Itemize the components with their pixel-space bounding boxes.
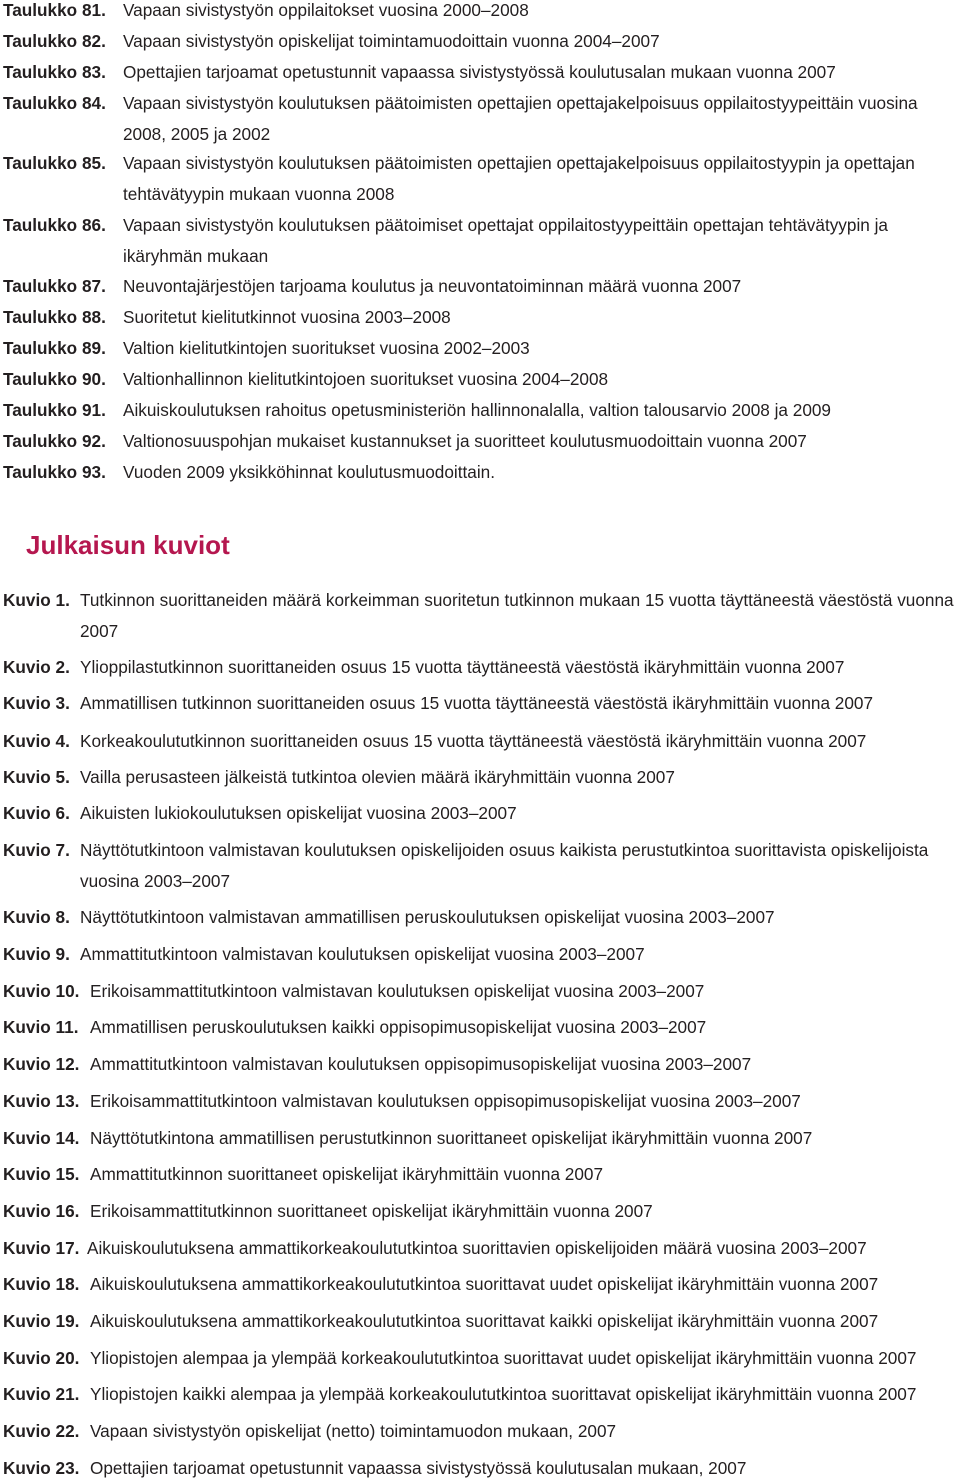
item-text: Näyttötutkintona ammatillisen perustutkinnon suorittaneet opiskelijat ikäryhmittäin vuonna 2007: [90, 1128, 813, 1148]
item-text: Neuvontajärjestöjen tarjoama koulutus ja neuvontatoiminnan määrä vuonna 2007: [123, 276, 742, 296]
item-text: Opettajien tarjoamat opetustunnit vapaassa sivistystyössä koulutusalan mukaan, 2007: [90, 1458, 747, 1478]
item-label: Kuvio 22.: [3, 1421, 80, 1441]
item-text: Vapaan sivistystyön opiskelijat (netto) toimintamuodon mukaan, 2007: [90, 1421, 617, 1441]
item-label: Kuvio 6.: [3, 803, 70, 823]
item-label: Kuvio 19.: [3, 1311, 80, 1331]
item-label: Kuvio 2.: [3, 657, 70, 677]
item-label: Kuvio 20.: [3, 1348, 80, 1368]
item-text: Vailla perusasteen jälkeistä tutkintoa olevien määrä ikäryhmittäin vuonna 2007: [80, 767, 675, 787]
item-text: Näyttötutkintoon valmistavan koulutuksen opiskelijoiden osuus kaikista perustutkintoa suorittavista opiskelijoista vuosina 2003–2007: [80, 840, 929, 891]
item-label: Taulukko 88.: [3, 307, 106, 327]
item-text: Vapaan sivistystyön oppilaitokset vuosina 2000–2008: [123, 0, 529, 20]
item-label: Kuvio 12.: [3, 1054, 80, 1074]
item-text: Tutkinnon suorittaneiden määrä korkeimman suoritetun tutkinnon mukaan 15 vuotta täyttäneestä väestöstä vuonna 2007: [80, 590, 954, 641]
section-heading: Julkaisun kuviot: [26, 530, 230, 560]
item-text: Ammattitutkintoon valmistavan koulutuksen opiskelijat vuosina 2003–2007: [80, 944, 645, 964]
item-label: Taulukko 85.: [3, 153, 106, 173]
item-label: Taulukko 90.: [3, 369, 106, 389]
item-label: Kuvio 5.: [3, 767, 70, 787]
item-label: Kuvio 23.: [3, 1458, 80, 1478]
item-text: Vapaan sivistystyön opiskelijat toimintamuodoittain vuonna 2004–2007: [123, 31, 660, 51]
item-text: Vuoden 2009 yksikköhinnat koulutusmuodoittain.: [123, 462, 496, 482]
item-label: Kuvio 21.: [3, 1384, 80, 1404]
item-label: Kuvio 11.: [3, 1017, 79, 1037]
item-label: Kuvio 18.: [3, 1274, 80, 1294]
item-label: Kuvio 1.: [3, 590, 70, 610]
item-label: Kuvio 10.: [3, 981, 80, 1001]
item-label: Taulukko 81.: [3, 0, 106, 20]
item-text: Aikuiskoulutuksena ammattikorkeakoulututkintoa suorittavien opiskelijoiden määrä vuosina 2003–2007: [87, 1238, 867, 1258]
item-label: Taulukko 91.: [3, 400, 106, 420]
item-label: Kuvio 3.: [3, 693, 70, 713]
item-text: Suoritetut kielitutkinnot vuosina 2003–2008: [123, 307, 451, 327]
item-text: Valtionhallinnon kielitutkintojoen suoritukset vuosina 2004–2008: [123, 369, 609, 389]
item-label: Taulukko 86.: [3, 215, 106, 235]
item-text: Valtionosuuspohjan mukaiset kustannukset ja suoritteet koulutusmuodoittain vuonna 2007: [123, 431, 807, 451]
item-text: Korkeakoulututkinnon suorittaneiden osuus 15 vuotta täyttäneestä väestöstä ikäryhmittäin vuonna 2007: [80, 731, 867, 751]
item-text: Aikuiskoulutuksen rahoitus opetusministeriön hallinnonalalla, valtion talousarvio 2008 ja 2009: [123, 400, 831, 420]
item-label: Kuvio 7.: [3, 840, 70, 860]
item-label: Kuvio 8.: [3, 907, 70, 927]
item-text: Yliopistojen kaikki alempaa ja ylempää korkeakoulututkintoa suorittavat opiskelijat ikäryhmittäin vuonna 2007: [90, 1384, 917, 1404]
item-label: Kuvio 17.: [3, 1238, 80, 1258]
item-label: Kuvio 4.: [3, 731, 70, 751]
item-text: Aikuiskoulutuksena ammattikorkeakoulututkintoa suorittavat uudet opiskelijat ikäryhmittäin vuonna 2007: [90, 1274, 879, 1294]
item-text: Vapaan sivistystyön koulutuksen päätoimisten opettajien opettajakelpoisuus oppilaitostyypin ja opettajan tehtävätyypin mukaan vuonna 2008: [123, 153, 915, 204]
item-text: Yliopistojen alempaa ja ylempää korkeakoulututkintoa suorittavat uudet opiskelijat ikäryhmittäin vuonna 2007: [90, 1348, 917, 1368]
item-text: Ammattitutkintoon valmistavan koulutuksen oppisopimusopiskelijat vuosina 2003–2007: [90, 1054, 752, 1074]
item-text: Erikoisammattitutkinnon suorittaneet opiskelijat ikäryhmittäin vuonna 2007: [90, 1201, 653, 1221]
item-label: Kuvio 9.: [3, 944, 70, 964]
item-label: Taulukko 82.: [3, 31, 106, 51]
item-label: Kuvio 15.: [3, 1164, 80, 1184]
item-text: Ylioppilastutkinnon suorittaneiden osuus 15 vuotta täyttäneestä väestöstä ikäryhmittäin vuonna 2007: [80, 657, 845, 677]
item-label: Taulukko 87.: [3, 276, 106, 296]
item-label: Taulukko 93.: [3, 462, 106, 482]
item-text: Näyttötutkintoon valmistavan ammatillisen peruskoulutuksen opiskelijat vuosina 2003–2007: [80, 907, 775, 927]
item-text: Vapaan sivistystyön koulutuksen päätoimiset opettajat oppilaitostyypeittäin opettajan tehtävätyypin ja ikäryhmän mukaan: [123, 215, 888, 266]
item-text: Aikuisten lukiokoulutuksen opiskelijat vuosina 2003–2007: [80, 803, 517, 823]
item-text: Opettajien tarjoamat opetustunnit vapaassa sivistystyössä koulutusalan mukaan vuonna 2007: [123, 62, 836, 82]
item-text: Aikuiskoulutuksena ammattikorkeakoulututkintoa suorittavat kaikki opiskelijat ikäryhmittäin vuonna 2007: [90, 1311, 879, 1331]
item-text: Erikoisammattitutkintoon valmistavan koulutuksen oppisopimusopiskelijat vuosina 2003–2007: [90, 1091, 801, 1111]
item-label: Taulukko 83.: [3, 62, 106, 82]
item-label: Taulukko 89.: [3, 338, 106, 358]
item-text: Valtion kielitutkintojen suoritukset vuosina 2002–2003: [123, 338, 530, 358]
item-text: Vapaan sivistystyön koulutuksen päätoimisten opettajien opettajakelpoisuus oppilaitostyypeittäin vuosina 2008, 2005 ja 2002: [123, 93, 918, 144]
item-text: Ammatillisen peruskoulutuksen kaikki oppisopimusopiskelijat vuosina 2003–2007: [90, 1017, 707, 1037]
item-text: Ammattitutkinnon suorittaneet opiskelijat ikäryhmittäin vuonna 2007: [90, 1164, 604, 1184]
item-label: Taulukko 84.: [3, 93, 106, 113]
item-label: Kuvio 14.: [3, 1128, 80, 1148]
item-label: Kuvio 16.: [3, 1201, 80, 1221]
item-label: Taulukko 92.: [3, 431, 106, 451]
item-label: Kuvio 13.: [3, 1091, 80, 1111]
item-text: Erikoisammattitutkintoon valmistavan koulutuksen opiskelijat vuosina 2003–2007: [90, 981, 705, 1001]
item-text: Ammatillisen tutkinnon suorittaneiden osuus 15 vuotta täyttäneestä väestöstä ikäryhmittäin vuonna 2007: [80, 693, 874, 713]
